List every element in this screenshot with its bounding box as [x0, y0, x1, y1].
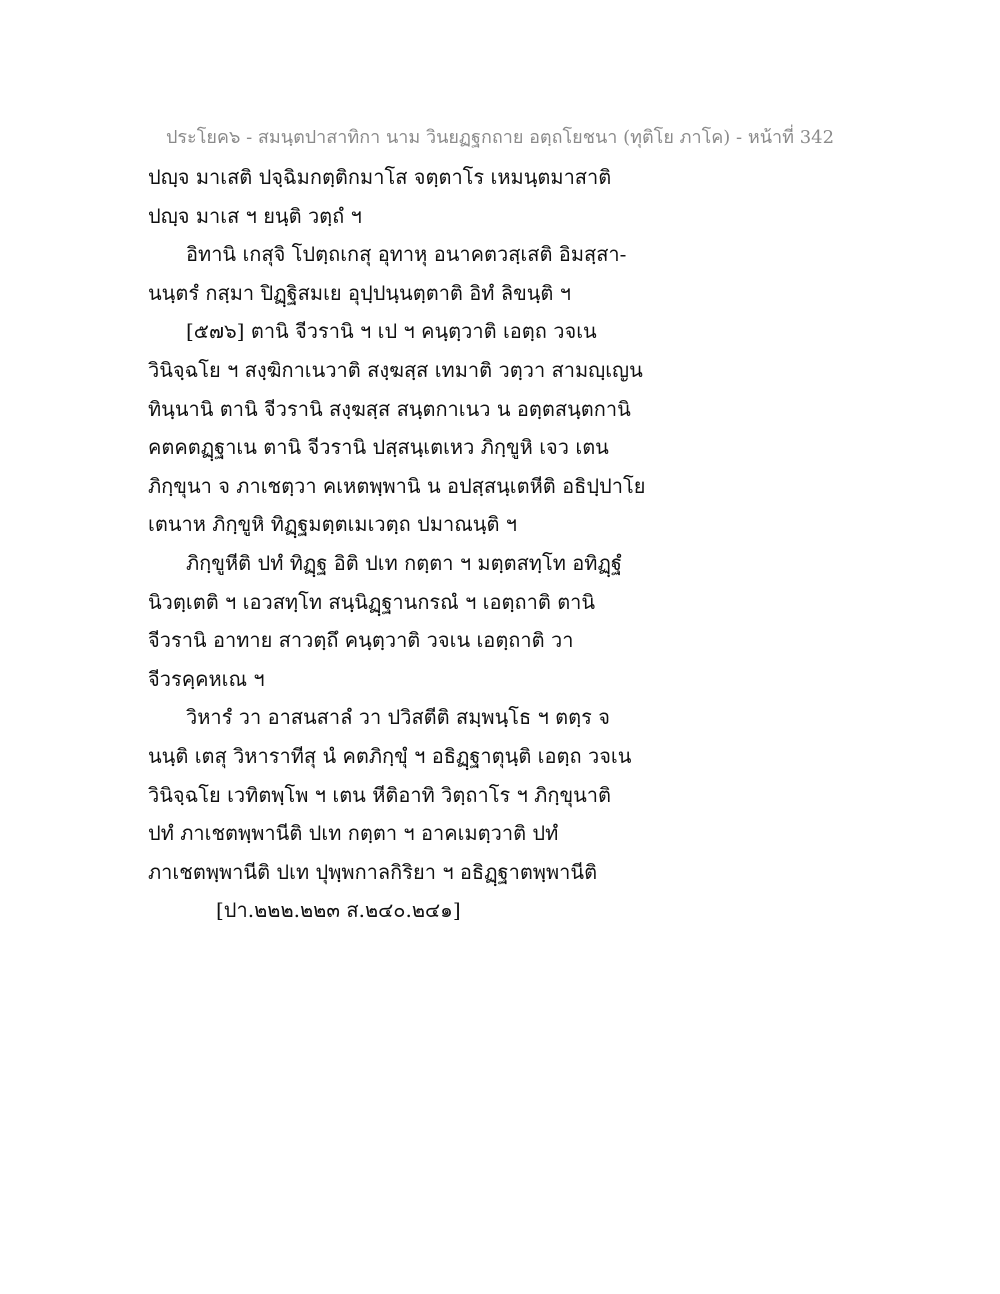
- text-line: คตคตฏฺฐาเน ตานิ จีวรานิ ปสฺสนฺเตเหว ภิกฺขูหิ เจว เตน: [148, 435, 609, 460]
- text-line: ภิกฺขุนา จ ภาเชตฺวา คเหตพฺพานิ น อปสฺสนฺเตหีติ อธิปฺปาโย: [148, 473, 646, 498]
- text-line: ปญฺจ มาเส ฯ ยนฺติ วตฺถํ ฯ: [148, 203, 362, 228]
- text-line: ปญฺจ มาเสติ ปจฺฉิมกตฺติกมาโส จตฺตาโร เหมนฺตมาสาติ: [148, 165, 612, 189]
- text-line: นนฺติ เตสุ วิหาราทีสุ นํ คตภิกฺขุํ ฯ อธิฏฺฐาตุนฺติ เอตฺถ วจเน: [148, 743, 632, 768]
- running-header: [0, 122, 1000, 151]
- text-line: จีวรคฺคหเณ ฯ: [148, 666, 265, 691]
- text-line: นิวตฺเตติ ฯ เอวสทฺโท สนฺนิฏฺฐานกรณํ ฯ เอตฺถาติ ตานิ: [148, 589, 596, 614]
- text-line: นนฺตรํ กสฺมา ปิฏฺฐิสมเย อุปฺปนฺนตฺตาติ อิทํ ลิขนฺติ ฯ: [148, 280, 572, 305]
- text-line: วินิจฺฉโย ฯ สงฺฆิกาเนวาติ สงฺฆสฺส เทมาติ วตฺวา สามญฺเญน: [148, 357, 643, 382]
- text-line: ทินฺนานิ ตานิ จีวรานิ สงฺฆสฺส สนฺตกาเนว น อตฺตสนฺตกานิ: [148, 396, 631, 421]
- text-line: ภาเชตพฺพานีติ ปเท ปุพฺพกาลกิริยา ฯ อธิฏฺฐาตพฺพานีติ: [148, 859, 598, 884]
- text-line: เตนาห ภิกฺขูหิ ทิฏฺฐมตฺตเมเวตฺถ ปมาณนฺติ ฯ: [148, 512, 518, 537]
- text-line: วินิจฺฉโย เวทิตพฺโพ ฯ เตน หีติอาทิ วิตฺถาโร ฯ ภิกฺขุนาติ: [148, 782, 612, 807]
- text-line: จีวรานิ อาทาย สาวตฺถึ คนฺตฺวาติ วจเน เอตฺถาติ วา: [148, 628, 574, 653]
- page-reference: [ปา.๒๒๒.๒๒๓ ส.๒๔๐.๒๔๑]: [216, 898, 461, 923]
- text-line: อิทานิ เกสุจิ โปตฺถเกสุ อุทาหุ อนาคตวสฺเสติ อิมสฺสา-: [186, 242, 627, 267]
- text-line: [๕๗๖] ตานิ จีวรานิ ฯ เป ฯ คนฺตฺวาติ เอตฺถ วจเน: [186, 319, 597, 344]
- running-header-text: ประโยค๖ - สมนฺตปาสาทิกา นาม วินยฏฐกถาย อตฺถโยชนา (ทุติโย ภาโค) - หน้าที่ 342: [165, 127, 835, 148]
- text-line: ภิกฺขูหีติ ปทํ ทิฏฺฐ อิติ ปเท กตฺตา ฯ มตฺตสทฺโท อทิฏฺฐํ: [186, 550, 622, 575]
- text-line: ปทํ ภาเชตพฺพานีติ ปเท กตฺตา ฯ อาคเมตฺวาติ ปทํ: [148, 821, 559, 846]
- body-text: [148, 158, 648, 930]
- text-line: วิหารํ วา อาสนสาลํ วา ปวิสตีติ สมฺพนฺโธ ฯ ตตฺร จ: [186, 705, 610, 730]
